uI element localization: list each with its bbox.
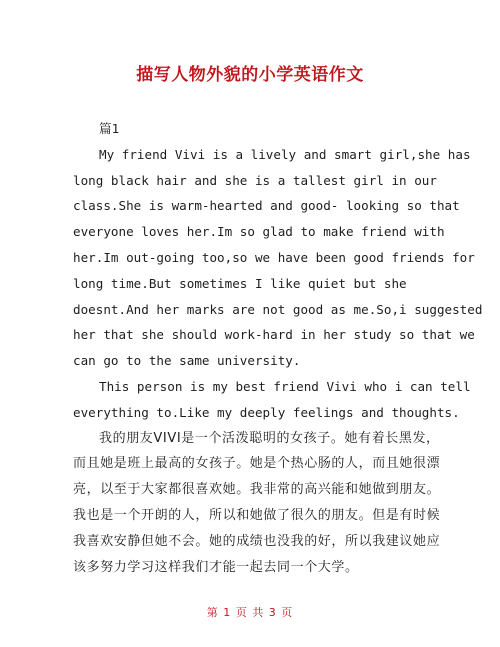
english-line: her that she should work-hard in her study so that we — [73, 327, 475, 343]
english-line: My friend Vivi is a lively and smart girl,she has — [99, 146, 471, 162]
english-line: doesnt.And her marks are not good as me.So,i suggested — [73, 301, 483, 317]
english-line: her.Im out-going too,so we have been good friends for — [73, 249, 475, 265]
chinese-line: 我也是一个开朗的人，所以和她做了很久的朋友。但是有时候 — [73, 507, 441, 523]
chinese-line: 我的朋友VIVI是一个活泼聪明的女孩子。她有着长黑发， — [99, 430, 440, 446]
english-line: can go to the same university. — [73, 353, 301, 369]
chinese-line: 我喜欢安静但她不会。她的成绩也没我的好，所以我建议她应 — [73, 533, 441, 549]
page-footer: 第 1 页 共 3 页 — [206, 606, 294, 619]
english-line: long black hair and she is a tallest girl in our — [73, 172, 437, 188]
document-body — [73, 116, 483, 580]
document-title: 描写人物外貌的小学英语作文 — [136, 65, 364, 85]
chinese-line: 亮，以至于大家都很喜欢她。我非常的高兴能和她做到朋友。 — [73, 482, 441, 498]
english-line: class.She is warm-hearted and good- looking so that — [73, 198, 460, 214]
english-line: This person is my best friend Vivi who i can tell — [99, 378, 471, 394]
english-line: everything to.Like my deeply feelings and thoughts. — [73, 404, 460, 420]
english-line: everyone loves her.Im so glad to make friend with — [73, 224, 445, 240]
section-heading: 篇1 — [99, 121, 120, 136]
english-line: long time.But sometimes I like quiet but she — [73, 275, 407, 291]
chinese-line: 该多努力学习这样我们才能一起去同一个大学。 — [73, 559, 359, 575]
chinese-line: 而且她是班上最高的女孩子。她是个热心肠的人，而且她很漂 — [73, 456, 441, 472]
